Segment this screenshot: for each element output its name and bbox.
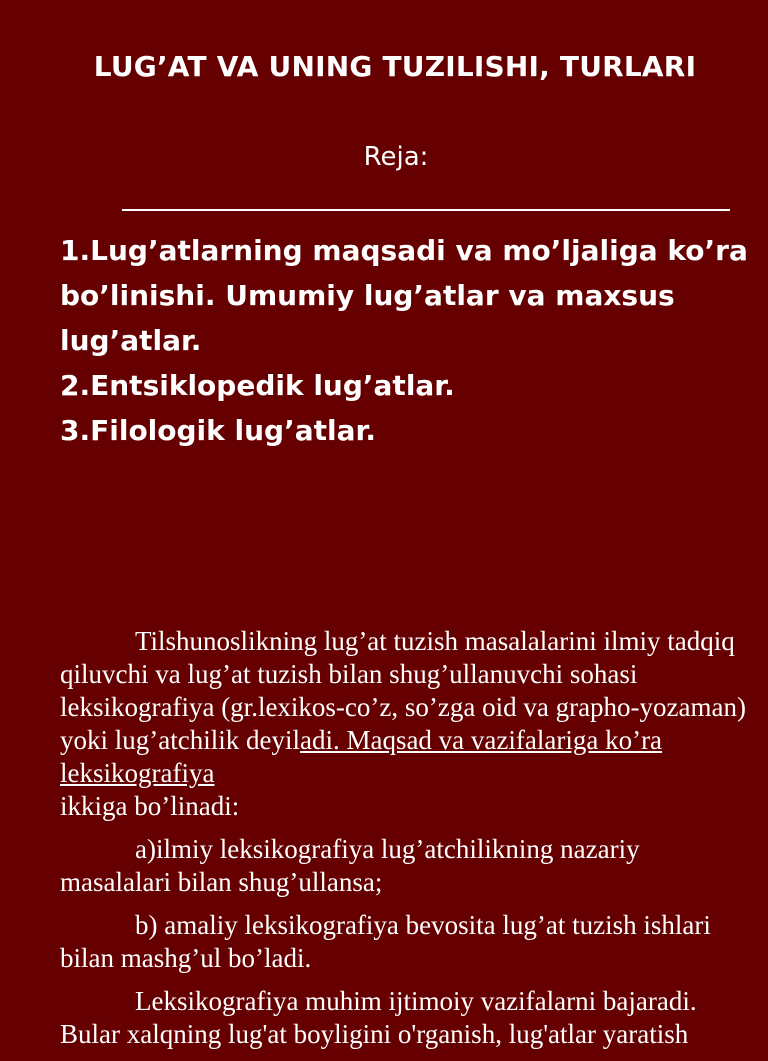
- plan-list: [60, 228, 750, 453]
- paragraph-3: b) amaliy leksikografiya bevosita lug’at tuzish ishlari bilan mashg’ul bo’ladi.: [60, 910, 711, 973]
- plan-heading: Reja:: [363, 142, 429, 172]
- paragraph-1-underlined: adi. Maqsad va vazifalariga ko’ra leksikografiya: [60, 725, 663, 788]
- paragraph-4: Leksikografiya muhim ijtimoiy vazifalarni bajaradi. Bular xalqning lug'at boyligini o'rganish, lug'atlar yaratish: [60, 986, 697, 1049]
- plan-item-1: 1.Lug’atlarning maqsadi va mo’ljaliga ko’ra bo’linishi. Umumiy lug’atlar va maxsus lug’atlar.: [60, 234, 748, 357]
- paragraph-2: a)ilmiy leksikografiya lug’atchilikning nazariy masalalari bilan shug’ullansa;: [60, 834, 640, 897]
- divider-line: [122, 209, 730, 211]
- paragraph-1-start: Tilshunoslikning lug’at tuzish masalalarini ilmiy tadqiq qiluvchi va lug’at tuzish bilan shug’ullanuvchi sohasi leksikografiya (gr.lexikos-co’z, so’zga oid va grapho-yozaman) yoki lug’atchilik deyil: [60, 626, 746, 755]
- paragraph-1: [60, 625, 750, 823]
- plan-item-3: 3.Filologik lug’atlar.: [60, 414, 376, 447]
- slide-title: LUG’AT VA UNING TUZILISHI, TURLARI: [93, 50, 697, 83]
- plan-item-2: 2.Entsiklopedik lug’atlar.: [60, 369, 455, 402]
- body-text: [60, 625, 750, 1061]
- paragraph-1-end: ikkiga bo’linadi:: [60, 791, 240, 821]
